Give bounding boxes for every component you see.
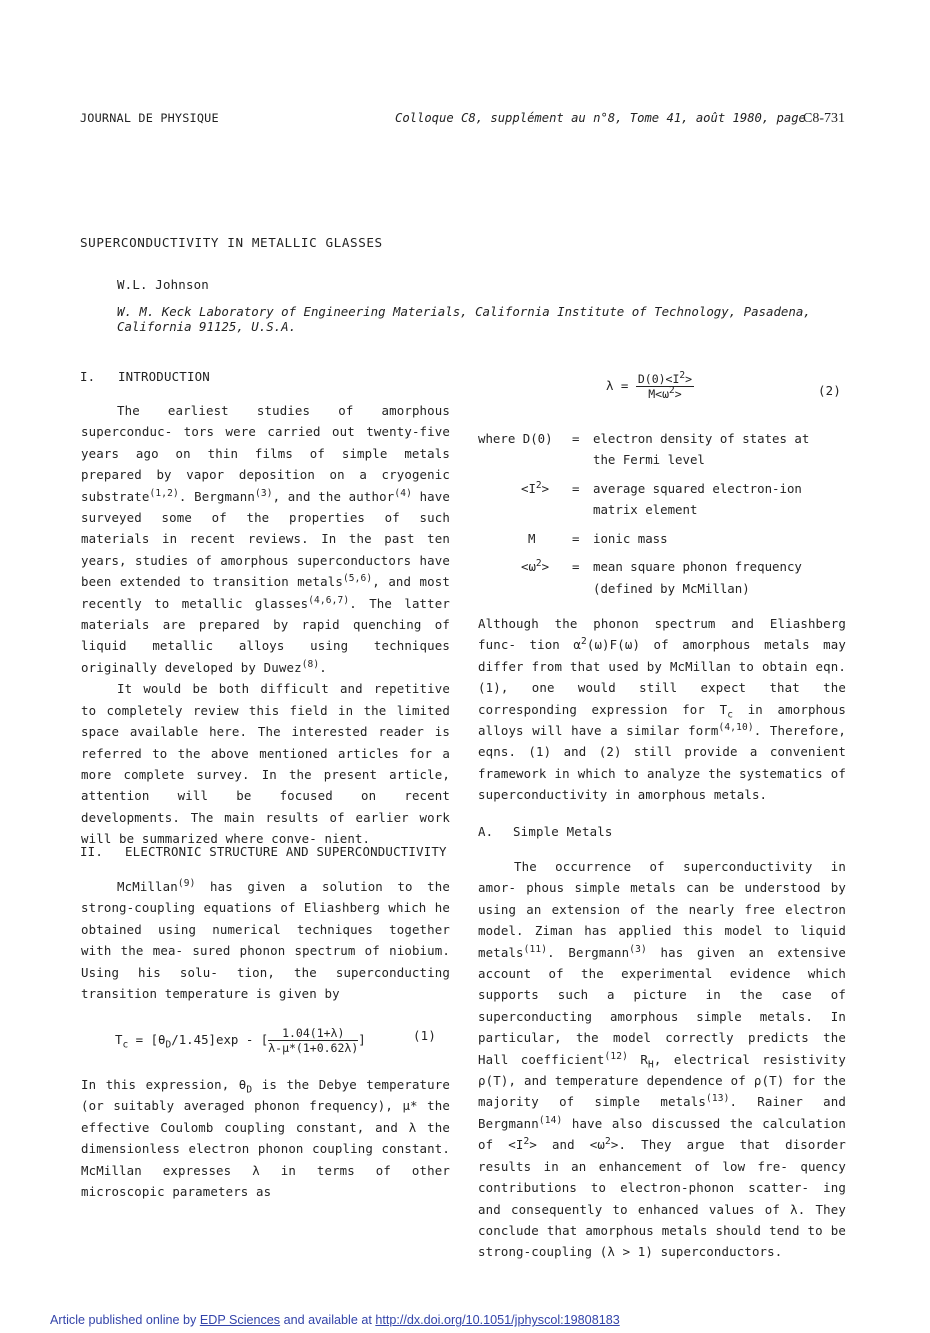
subsectionA-title: Simple Metals <box>513 824 613 839</box>
eq2-den-sup: 2 <box>669 385 675 397</box>
eq1-numerator: 1.04(1+λ) <box>268 1026 358 1041</box>
def-d0-eq: = <box>572 431 580 446</box>
eq2-denominator <box>636 387 694 401</box>
affiliation-line1: W. M. Keck Laboratory of Engineering Materials, California Institute of Technology, Pasadena, <box>117 304 811 319</box>
equation-1 <box>115 1026 366 1055</box>
eq2-den-text: M<ω <box>648 387 670 401</box>
def-i2-symbol <box>521 478 549 499</box>
eq2-fraction <box>636 372 694 401</box>
paper-title: SUPERCONDUCTIVITY IN METALLIC GLASSES <box>80 235 383 250</box>
def-m-eq: = <box>572 531 580 546</box>
eq1-denominator: λ-μ*(1+0.62λ) <box>268 1041 359 1055</box>
journal-name: JOURNAL DE PHYSIQUE <box>80 111 219 125</box>
def-w2-sym-sup: 2 <box>535 557 542 569</box>
phonon-spectrum-paragraph: Although the phonon spectrum and Eliashberg func- tion $\alpha^2(\omega)F(\omega)$ of amorphous metals may differ from that used by McMillan to obtain eqn. (1), one would still expect that the corresponding expression for $T_c$ in amorphous alloys will have a similar form$^{(4,10)}$. Therefore, eqns. (1) and (2) still provide a convenient framework in which to analyze the systematics of superconductivity in amorphous metals. <box>478 616 846 803</box>
eq1-part1-sub: D <box>165 1039 172 1051</box>
eq2-num-text: D(0)<I <box>637 372 680 386</box>
eq1-part1: = [θ <box>135 1032 166 1047</box>
def-w2-line1: mean square phonon frequency <box>593 559 802 574</box>
eq1-part2: /1.45]exp - [ <box>171 1032 269 1047</box>
eq1-label: (1) <box>413 1028 436 1043</box>
eq2-numerator <box>636 372 694 387</box>
after-eq1-paragraph: In this expression, $\theta_D$ is the Debye temperature (or suitably averaged phonon frequency), μ* the effective Coulomb coupling constant, and λ the dimensionless electron phonon coupling constant. McMillan expresses λ in terms of other microscopic parameters as <box>81 1077 450 1200</box>
eq1-lhs-sub: c <box>122 1039 129 1051</box>
footer-middle: and available at <box>283 1313 372 1327</box>
def-i2-sym-text: <I <box>521 481 536 496</box>
footer <box>50 1313 620 1327</box>
def-w2-line2: (defined by McMillan) <box>593 581 750 596</box>
edp-sciences-link[interactable]: EDP Sciences <box>199 1313 281 1327</box>
mcmillan-paragraph: McMillan$^{(9)}$ has given a solution to the strong-coupling equations of Eliashberg which he obtained using numerical techniques together with the mea- sured phonon spectrum of niobium. Using his solu- tion, the superconducting transition temperature is given by <box>81 877 450 1002</box>
eq2-num-sup: 2 <box>679 370 686 382</box>
def-w2-sym-end: > <box>541 559 550 574</box>
def-w2-symbol <box>521 556 549 577</box>
def-i2-line1: average squared electron-ion <box>593 481 802 496</box>
def-w2-sym-text: <ω <box>521 559 536 574</box>
def-m-symbol: M <box>528 531 536 546</box>
def-m-line1: ionic mass <box>593 531 668 546</box>
eq1-lhs: T <box>115 1032 123 1047</box>
equation-2 <box>606 372 694 401</box>
footer-prefix: Article published online by <box>50 1313 197 1327</box>
eq1-fraction <box>268 1026 358 1055</box>
def-d0-line2: the Fermi level <box>593 452 705 467</box>
def-i2-eq: = <box>572 481 580 496</box>
def-w2-eq: = <box>572 559 580 574</box>
doi-link[interactable]: http://dx.doi.org/10.1051/jphyscol:19808183 <box>375 1313 620 1327</box>
intro-paragraphs: The earliest studies of amorphous superconduc- tors were carried out twenty-five years ago on thin films of simple metals prepared by vapor deposition on a cryogenic substrate$^{(1,2)}$. Bergmann$^{(3)}$, and the author$^{(4)}$ have surveyed some of the properties of such materials in recent reviews. In the past ten years, studies of amorphous superconductors have been extended to transition metals$^{(5,6)}$, and most recently to metallic glasses$^{(4,6,7)}$. The latter materials are prepared by rapid quenching of liquid metallic alloys using techniques originally developed by Duwez$^{(8)}$. It would be both difficult and repetitive to completely review this field in the limited space available here. The interested reader is referred to the above mentioned articles for a more complete survey. In the present article, attention will be focused on recent developments. The main results of earlier work will be summarized where conve- nient. <box>81 403 451 847</box>
affiliation-line2: California 91125, U.S.A. <box>117 319 297 334</box>
def-d0-line1: electron density of states at <box>593 431 810 446</box>
simple-metals-paragraph: The occurrence of superconductivity in amor- phous simple metals can be understood by using an extension of the nearly free electron model. Ziman has applied this model to liquid metals$^{(11)}$. Bergmann$^{(3)}$ has given an extensive account of the experimental evidence which supports such a picture in the case of superconducting amorphous simple metals. In particular, the model correctly predicts the Hall coefficient$^{(12)}$ $R_H$, electrical resistivity ρ(T), and temperature dependence of ρ(T) for the majority of simple metals$^{(13)}$. Rainer and Bergmann$^{(14)}$ have also discussed the calculation of $<I^2>$ and $<\omega^2>$. They argue that disorder results in an enhancement of low fre- quency contributions to electron-phonon scatter- ing and consequently to enhanced values of λ. They conclude that amorphous metals should tend to be strong-coupling (λ > 1) superconductors. <box>478 859 846 1260</box>
def-i2-sym-end: > <box>541 481 550 496</box>
def-i2-sym-sup: 2 <box>535 479 542 491</box>
eq2-lhs: λ = <box>606 378 629 393</box>
page-number: C8-731 <box>803 111 845 126</box>
subsectionA-number: A. <box>478 824 494 839</box>
eq2-num-end: > <box>685 372 693 386</box>
eq1-close: ] <box>358 1032 366 1047</box>
def-d0-symbol: where D(0) <box>478 431 553 446</box>
colloque-info: Colloque C8, supplément au n°8, Tome 41, août 1980, page <box>395 111 806 125</box>
section1-number: I. <box>80 369 96 384</box>
author-name: W.L. Johnson <box>117 277 209 292</box>
section2-title: ELECTRONIC STRUCTURE AND SUPERCONDUCTIVITY <box>125 844 447 859</box>
eq2-den-end: > <box>674 387 682 401</box>
def-i2-line2: matrix element <box>593 502 698 517</box>
section1-title: INTRODUCTION <box>118 369 210 384</box>
eq2-label: (2) <box>818 383 841 398</box>
section2-number: II. <box>80 844 103 859</box>
